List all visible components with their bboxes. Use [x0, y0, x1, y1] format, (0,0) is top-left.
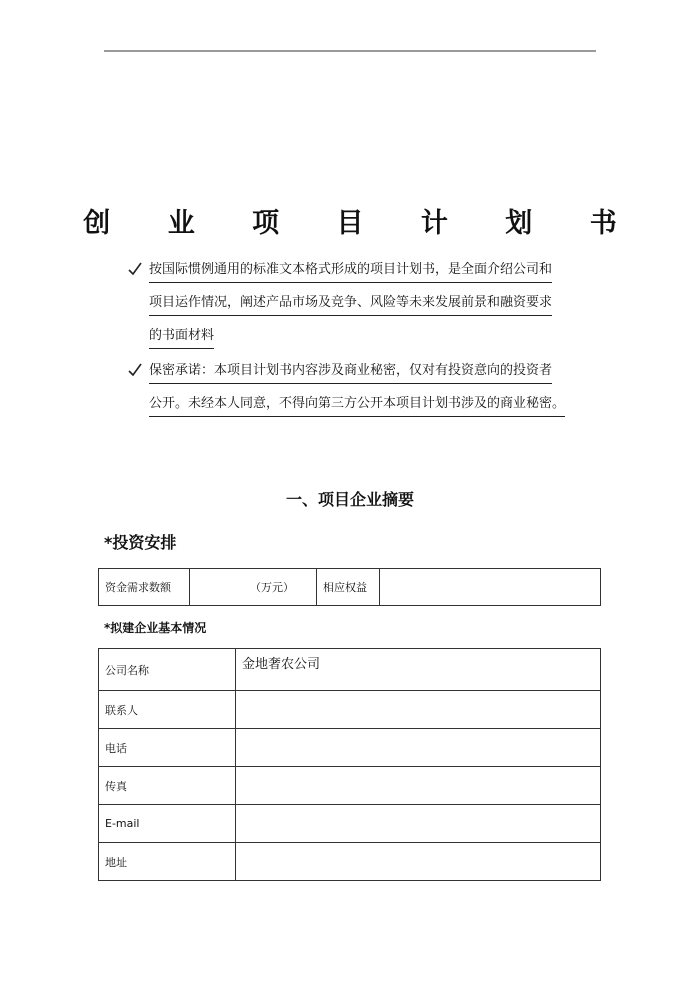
- note-item: [128, 359, 600, 417]
- table-row: [99, 649, 601, 691]
- company-name-label: 公司名称: [99, 649, 236, 691]
- investment-table: [98, 568, 601, 606]
- fax-label: 传真: [99, 767, 236, 805]
- note-line: 项目运作情况，阐述产品市场及竞争、风险等未来发展前景和融资要求: [149, 291, 552, 316]
- note-line: 的书面材料: [149, 324, 214, 349]
- contact-value[interactable]: [236, 691, 601, 729]
- note-line: 按国际惯例通用的标准文本格式形成的项目计划书，是全面介绍公司和: [149, 258, 552, 283]
- company-info-heading: *拟建企业基本情况: [104, 621, 207, 635]
- fund-unit: （万元）: [250, 581, 294, 594]
- email-label: E-mail: [99, 805, 236, 843]
- company-info-table: [98, 648, 601, 881]
- table-row: [99, 805, 601, 843]
- note-line: 保密承诺：本项目计划书内容涉及商业秘密，仅对有投资意向的投资者: [149, 359, 552, 384]
- document-title: 创 业 项 目 计 划 书: [83, 208, 641, 239]
- fund-amount-cell[interactable]: [190, 569, 317, 606]
- section-heading: 一、项目企业摘要: [285, 490, 414, 509]
- phone-value[interactable]: [236, 729, 601, 767]
- fund-label: 资金需求数额: [99, 569, 190, 606]
- contact-label: 联系人: [99, 691, 236, 729]
- table-row: [99, 843, 601, 881]
- table-row: [99, 569, 601, 606]
- table-row: [99, 691, 601, 729]
- table-row: [99, 767, 601, 805]
- company-name-value[interactable]: 金地奢农公司: [236, 649, 601, 691]
- fax-value[interactable]: [236, 767, 601, 805]
- table-row: [99, 729, 601, 767]
- note-line: 公开。未经本人同意，不得向第三方公开本项目计划书涉及的商业秘密。: [149, 392, 565, 417]
- checkmark-icon: [128, 362, 142, 378]
- intro-notes: [128, 258, 600, 427]
- note-item: [128, 258, 600, 349]
- investment-heading: *投资安排: [104, 533, 177, 552]
- rights-label: 相应权益: [317, 569, 380, 606]
- address-label: 地址: [99, 843, 236, 881]
- email-value[interactable]: [236, 805, 601, 843]
- header-rule: [104, 50, 596, 52]
- rights-value-cell[interactable]: [380, 569, 601, 606]
- checkmark-icon: [128, 261, 142, 277]
- address-value[interactable]: [236, 843, 601, 881]
- phone-label: 电话: [99, 729, 236, 767]
